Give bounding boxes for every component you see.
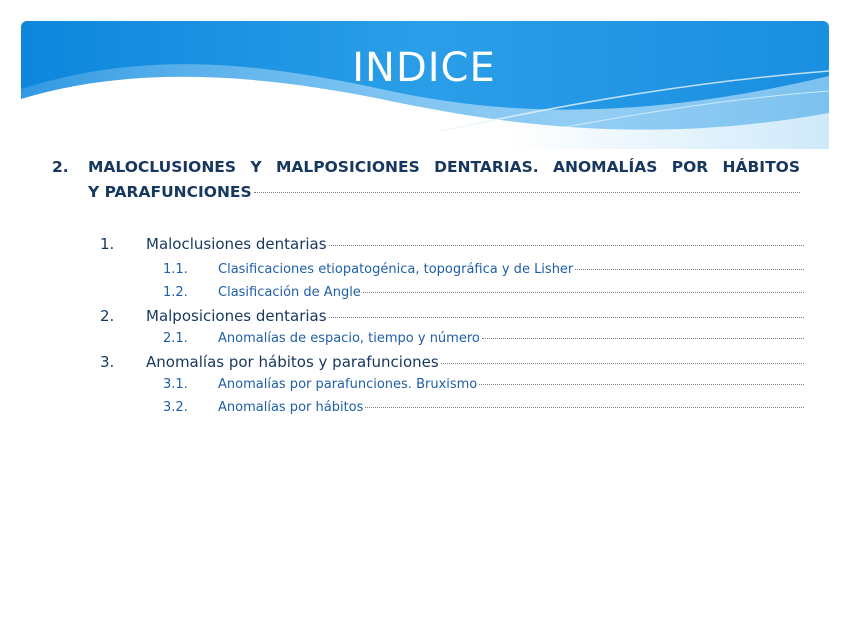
toc-subentry[interactable]	[163, 400, 804, 415]
dot-leader	[365, 407, 804, 408]
toc-entry[interactable]	[100, 307, 804, 325]
dot-leader	[329, 317, 804, 318]
toc-entry-label: Maloclusiones dentarias	[146, 235, 327, 253]
toc-entry-number: 1.	[100, 235, 115, 253]
toc-subentry-label: Anomalías por hábitos	[218, 400, 364, 415]
dot-leader	[482, 338, 804, 339]
toc-subentry-number: 2.1.	[163, 331, 188, 346]
toc-entry-label: Anomalías por hábitos y parafunciones	[146, 353, 439, 371]
section-title-line2: Y PARAFUNCIONES	[88, 183, 252, 201]
dot-leader	[441, 363, 804, 364]
dot-leader	[329, 245, 804, 246]
dot-leader	[575, 269, 804, 270]
toc-subentry[interactable]	[163, 262, 804, 277]
toc-subentry-number: 1.1.	[163, 262, 188, 277]
dot-leader	[479, 384, 804, 385]
dot-leader	[363, 292, 804, 293]
toc-subentry-label: Anomalías de espacio, tiempo y número	[218, 331, 480, 346]
toc-subentry-label: Clasificación de Angle	[218, 285, 361, 300]
toc-subentry-number: 3.2.	[163, 400, 188, 415]
toc-subentry-label: Anomalías por parafunciones. Bruxismo	[218, 377, 478, 392]
toc-subentry-number: 3.1.	[163, 377, 188, 392]
section-title-line1: MALOCLUSIONES Y MALPOSICIONES DENTARIAS. ANOMALÍAS POR HÁBITOS	[88, 158, 800, 176]
toc-subentry[interactable]	[163, 377, 804, 392]
toc-subentry-number: 1.2.	[163, 285, 188, 300]
toc-subentry-label: Clasificaciones etiopatogénica, topográfica y de Lisher	[218, 262, 574, 277]
toc-subentry[interactable]	[163, 331, 804, 346]
toc-entry[interactable]	[100, 235, 804, 253]
toc-entry-number: 2.	[100, 307, 115, 325]
toc-entry[interactable]	[100, 353, 804, 371]
dot-leader	[254, 192, 800, 193]
section-heading	[52, 155, 800, 205]
section-number: 2.	[52, 158, 69, 176]
toc-entry-number: 3.	[100, 353, 115, 371]
toc-subentry[interactable]	[163, 285, 804, 300]
toc-entry-label: Malposiciones dentarias	[146, 307, 327, 325]
slide-title: INDICE	[352, 45, 496, 91]
